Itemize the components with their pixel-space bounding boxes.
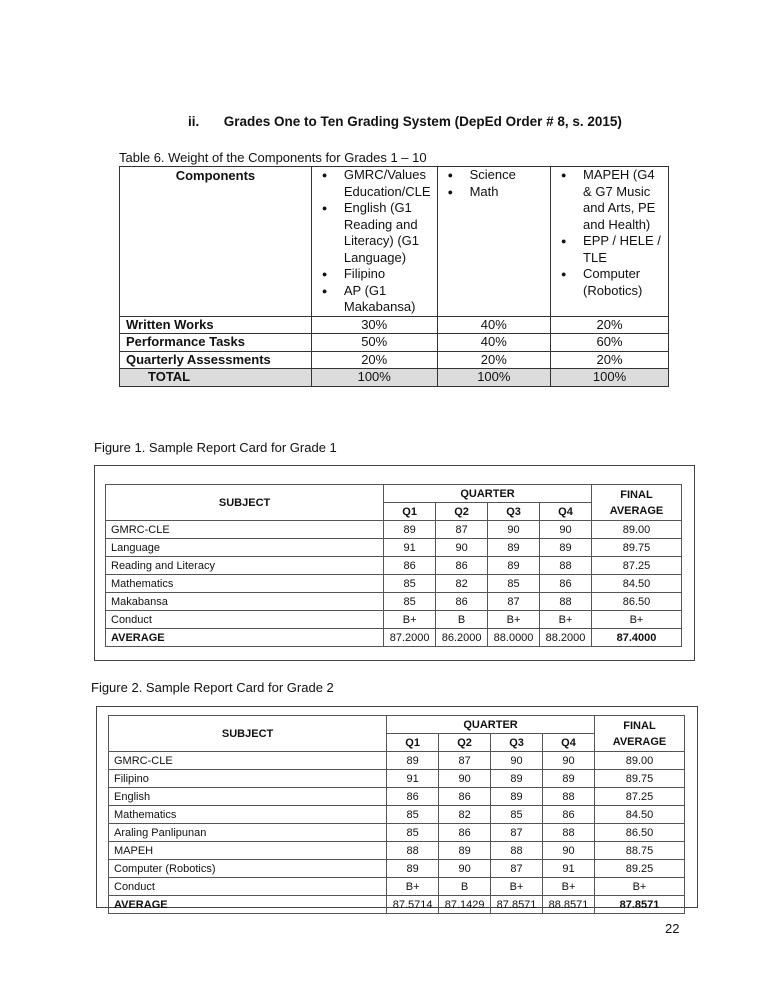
report-row xyxy=(109,752,685,770)
subject-cell: Conduct xyxy=(109,878,387,896)
weight-cell: 60% xyxy=(551,334,669,352)
quarter-grade-cell: 87 xyxy=(488,593,540,611)
weight-cell: 40% xyxy=(437,316,550,334)
quarter-grade-cell: 90 xyxy=(439,860,491,878)
section-number: ii. xyxy=(188,114,200,129)
total-cell: 100% xyxy=(311,369,437,387)
quarter-grade-cell: B xyxy=(436,611,488,629)
quarter-grade-cell: 87 xyxy=(439,752,491,770)
subject-cell: Mathematics xyxy=(106,575,384,593)
quarter-grade-cell: 87 xyxy=(491,824,543,842)
average-q1: 87.2000 xyxy=(384,629,436,647)
average-final: 87.4000 xyxy=(591,629,681,647)
subject-cell: GMRC-CLE xyxy=(109,752,387,770)
table-caption: Table 6. Weight of the Components for Grades 1 – 10 xyxy=(119,150,427,165)
quarter-grade-cell: B+ xyxy=(384,611,436,629)
final-average-header: FINAL AVERAGE xyxy=(594,716,684,752)
quarter-grade-cell: 89 xyxy=(387,752,439,770)
weight-cell: 30% xyxy=(311,316,437,334)
subject-header: SUBJECT xyxy=(109,716,387,752)
total-cell: 100% xyxy=(437,369,550,387)
average-label: AVERAGE xyxy=(106,629,384,647)
final-grade-cell: 89.25 xyxy=(594,860,684,878)
quarter-grade-cell: 85 xyxy=(491,806,543,824)
quarter-grade-cell: 90 xyxy=(439,770,491,788)
quarter-grade-cell: 90 xyxy=(436,539,488,557)
quarter-grade-cell: 85 xyxy=(387,806,439,824)
report-row xyxy=(109,806,685,824)
quarter-grade-cell: 86 xyxy=(436,557,488,575)
page-number: 22 xyxy=(665,921,680,936)
quarter-grade-cell: 89 xyxy=(384,521,436,539)
subject-header: SUBJECT xyxy=(106,485,384,521)
q4-header: Q4 xyxy=(540,503,592,521)
weight-cell: 20% xyxy=(551,351,669,369)
q2-header: Q2 xyxy=(439,734,491,752)
quarter-grade-cell: 86 xyxy=(439,824,491,842)
subject-cell: Reading and Literacy xyxy=(106,557,384,575)
final-grade-cell: 86.50 xyxy=(591,593,681,611)
quarter-grade-cell: 85 xyxy=(384,593,436,611)
quarter-grade-cell: 88 xyxy=(540,557,592,575)
report-header-row xyxy=(109,716,685,734)
quarter-grade-cell: 89 xyxy=(387,860,439,878)
weights-table xyxy=(119,166,669,387)
subject-cell: MAPEH xyxy=(109,842,387,860)
quarter-grade-cell: B+ xyxy=(540,611,592,629)
report-row xyxy=(109,878,685,896)
subject-cell: Conduct xyxy=(106,611,384,629)
report-row xyxy=(106,575,682,593)
total-label: TOTAL xyxy=(120,369,312,387)
final-grade-cell: 89.00 xyxy=(594,752,684,770)
subject-cell: Language xyxy=(106,539,384,557)
quarter-grade-cell: 88 xyxy=(540,593,592,611)
subject-cell: GMRC-CLE xyxy=(106,521,384,539)
quarter-grade-cell: 82 xyxy=(439,806,491,824)
subject-group-item: ● Math xyxy=(444,184,544,201)
quarter-grade-cell: 89 xyxy=(488,539,540,557)
component-label: Performance Tasks xyxy=(120,334,312,352)
section-heading xyxy=(188,114,622,129)
quarter-grade-cell: B+ xyxy=(387,878,439,896)
average-q2: 87.1429 xyxy=(439,896,491,914)
final-grade-cell: 84.50 xyxy=(591,575,681,593)
quarter-grade-cell: 90 xyxy=(543,752,595,770)
quarter-grade-cell: 89 xyxy=(543,770,595,788)
final-grade-cell: 88.75 xyxy=(594,842,684,860)
quarter-grade-cell: B+ xyxy=(488,611,540,629)
quarter-grade-cell: 88 xyxy=(543,824,595,842)
quarter-grade-cell: 90 xyxy=(543,842,595,860)
quarter-grade-cell: 82 xyxy=(436,575,488,593)
quarter-grade-cell: 89 xyxy=(540,539,592,557)
final-average-header: FINAL AVERAGE xyxy=(591,485,681,521)
figure2-caption: Figure 2. Sample Report Card for Grade 2 xyxy=(91,680,334,695)
quarter-grade-cell: B+ xyxy=(543,878,595,896)
quarter-grade-cell: 88 xyxy=(491,842,543,860)
q4-header: Q4 xyxy=(543,734,595,752)
weight-cell: 20% xyxy=(551,316,669,334)
subject-cell: English xyxy=(109,788,387,806)
subject-group-2 xyxy=(437,167,550,317)
report-average-row xyxy=(109,896,685,914)
subject-cell: Makabansa xyxy=(106,593,384,611)
subject-cell: Filipino xyxy=(109,770,387,788)
weight-cell: 50% xyxy=(311,334,437,352)
quarter-grade-cell: 87 xyxy=(436,521,488,539)
weights-total-row xyxy=(120,369,669,387)
figure1-caption: Figure 1. Sample Report Card for Grade 1 xyxy=(94,440,337,455)
subject-cell: Mathematics xyxy=(109,806,387,824)
quarter-grade-cell: 90 xyxy=(540,521,592,539)
weight-cell: 40% xyxy=(437,334,550,352)
q2-header: Q2 xyxy=(436,503,488,521)
weights-row xyxy=(120,316,669,334)
final-grade-cell: B+ xyxy=(591,611,681,629)
quarter-grade-cell: 86 xyxy=(384,557,436,575)
subject-group-item: ● GMRC/Values Education/CLE xyxy=(318,167,431,200)
final-grade-cell: B+ xyxy=(594,878,684,896)
quarter-grade-cell: 91 xyxy=(384,539,436,557)
average-q3: 88.0000 xyxy=(488,629,540,647)
quarter-grade-cell: 89 xyxy=(439,842,491,860)
subject-group-item: ● Computer (Robotics) xyxy=(557,266,662,299)
q3-header: Q3 xyxy=(491,734,543,752)
subject-cell: Araling Panlipunan xyxy=(109,824,387,842)
component-label: Written Works xyxy=(120,316,312,334)
quarter-grade-cell: 86 xyxy=(543,806,595,824)
subject-group-item: ● MAPEH (G4 & G7 Music and Arts, PE and Health) xyxy=(557,167,662,233)
average-q4: 88.2000 xyxy=(540,629,592,647)
average-final: 87.8571 xyxy=(594,896,684,914)
final-grade-cell: 86.50 xyxy=(594,824,684,842)
subject-group-1 xyxy=(311,167,437,317)
final-grade-cell: 89.75 xyxy=(594,770,684,788)
average-q1: 87.5714 xyxy=(387,896,439,914)
subject-group-item: ● English (G1 Reading and Literacy) (G1 Language) xyxy=(318,200,431,266)
q3-header: Q3 xyxy=(488,503,540,521)
quarter-grade-cell: 88 xyxy=(543,788,595,806)
final-grade-cell: 87.25 xyxy=(591,557,681,575)
components-header: Components xyxy=(120,167,312,317)
quarter-header: QUARTER xyxy=(384,485,592,503)
report-card-grade1 xyxy=(105,484,682,647)
final-grade-cell: 89.00 xyxy=(591,521,681,539)
report-row xyxy=(109,842,685,860)
weights-header-row xyxy=(120,167,669,317)
component-label: Quarterly Assessments xyxy=(120,351,312,369)
final-grade-cell: 89.75 xyxy=(591,539,681,557)
quarter-grade-cell: 86 xyxy=(436,593,488,611)
subject-group-item: ● EPP / HELE / TLE xyxy=(557,233,662,266)
subject-group-item: ● AP (G1 Makabansa) xyxy=(318,283,431,316)
subject-group-3 xyxy=(551,167,669,317)
quarter-grade-cell: 90 xyxy=(488,521,540,539)
report-row xyxy=(106,521,682,539)
final-grade-cell: 87.25 xyxy=(594,788,684,806)
report-row xyxy=(109,770,685,788)
average-q2: 86.2000 xyxy=(436,629,488,647)
weights-row xyxy=(120,351,669,369)
quarter-grade-cell: B xyxy=(439,878,491,896)
total-cell: 100% xyxy=(551,369,669,387)
quarter-grade-cell: 85 xyxy=(384,575,436,593)
q1-header: Q1 xyxy=(387,734,439,752)
report-card-grade2 xyxy=(108,715,685,914)
final-grade-cell: 84.50 xyxy=(594,806,684,824)
weight-cell: 20% xyxy=(311,351,437,369)
quarter-grade-cell: 87 xyxy=(491,860,543,878)
report-row xyxy=(106,593,682,611)
report-row xyxy=(106,539,682,557)
quarter-grade-cell: 89 xyxy=(488,557,540,575)
report-row xyxy=(109,860,685,878)
quarter-grade-cell: B+ xyxy=(491,878,543,896)
report-row xyxy=(106,611,682,629)
quarter-grade-cell: 89 xyxy=(491,788,543,806)
report-header-row xyxy=(106,485,682,503)
quarter-grade-cell: 90 xyxy=(491,752,543,770)
quarter-grade-cell: 86 xyxy=(439,788,491,806)
report-row xyxy=(109,788,685,806)
subject-group-item: ● Science xyxy=(444,167,544,184)
weights-row xyxy=(120,334,669,352)
quarter-grade-cell: 86 xyxy=(540,575,592,593)
subject-group-item: ● Filipino xyxy=(318,266,431,283)
quarter-grade-cell: 88 xyxy=(387,842,439,860)
quarter-header: QUARTER xyxy=(387,716,595,734)
average-q3: 87.8571 xyxy=(491,896,543,914)
quarter-grade-cell: 91 xyxy=(543,860,595,878)
quarter-grade-cell: 89 xyxy=(491,770,543,788)
subject-cell: Computer (Robotics) xyxy=(109,860,387,878)
quarter-grade-cell: 85 xyxy=(488,575,540,593)
average-q4: 88.8571 xyxy=(543,896,595,914)
average-label: AVERAGE xyxy=(109,896,387,914)
quarter-grade-cell: 85 xyxy=(387,824,439,842)
quarter-grade-cell: 86 xyxy=(387,788,439,806)
weight-cell: 20% xyxy=(437,351,550,369)
section-title: Grades One to Ten Grading System (DepEd Order # 8, s. 2015) xyxy=(223,114,622,129)
quarter-grade-cell: 91 xyxy=(387,770,439,788)
report-row xyxy=(106,557,682,575)
report-average-row xyxy=(106,629,682,647)
report-row xyxy=(109,824,685,842)
q1-header: Q1 xyxy=(384,503,436,521)
